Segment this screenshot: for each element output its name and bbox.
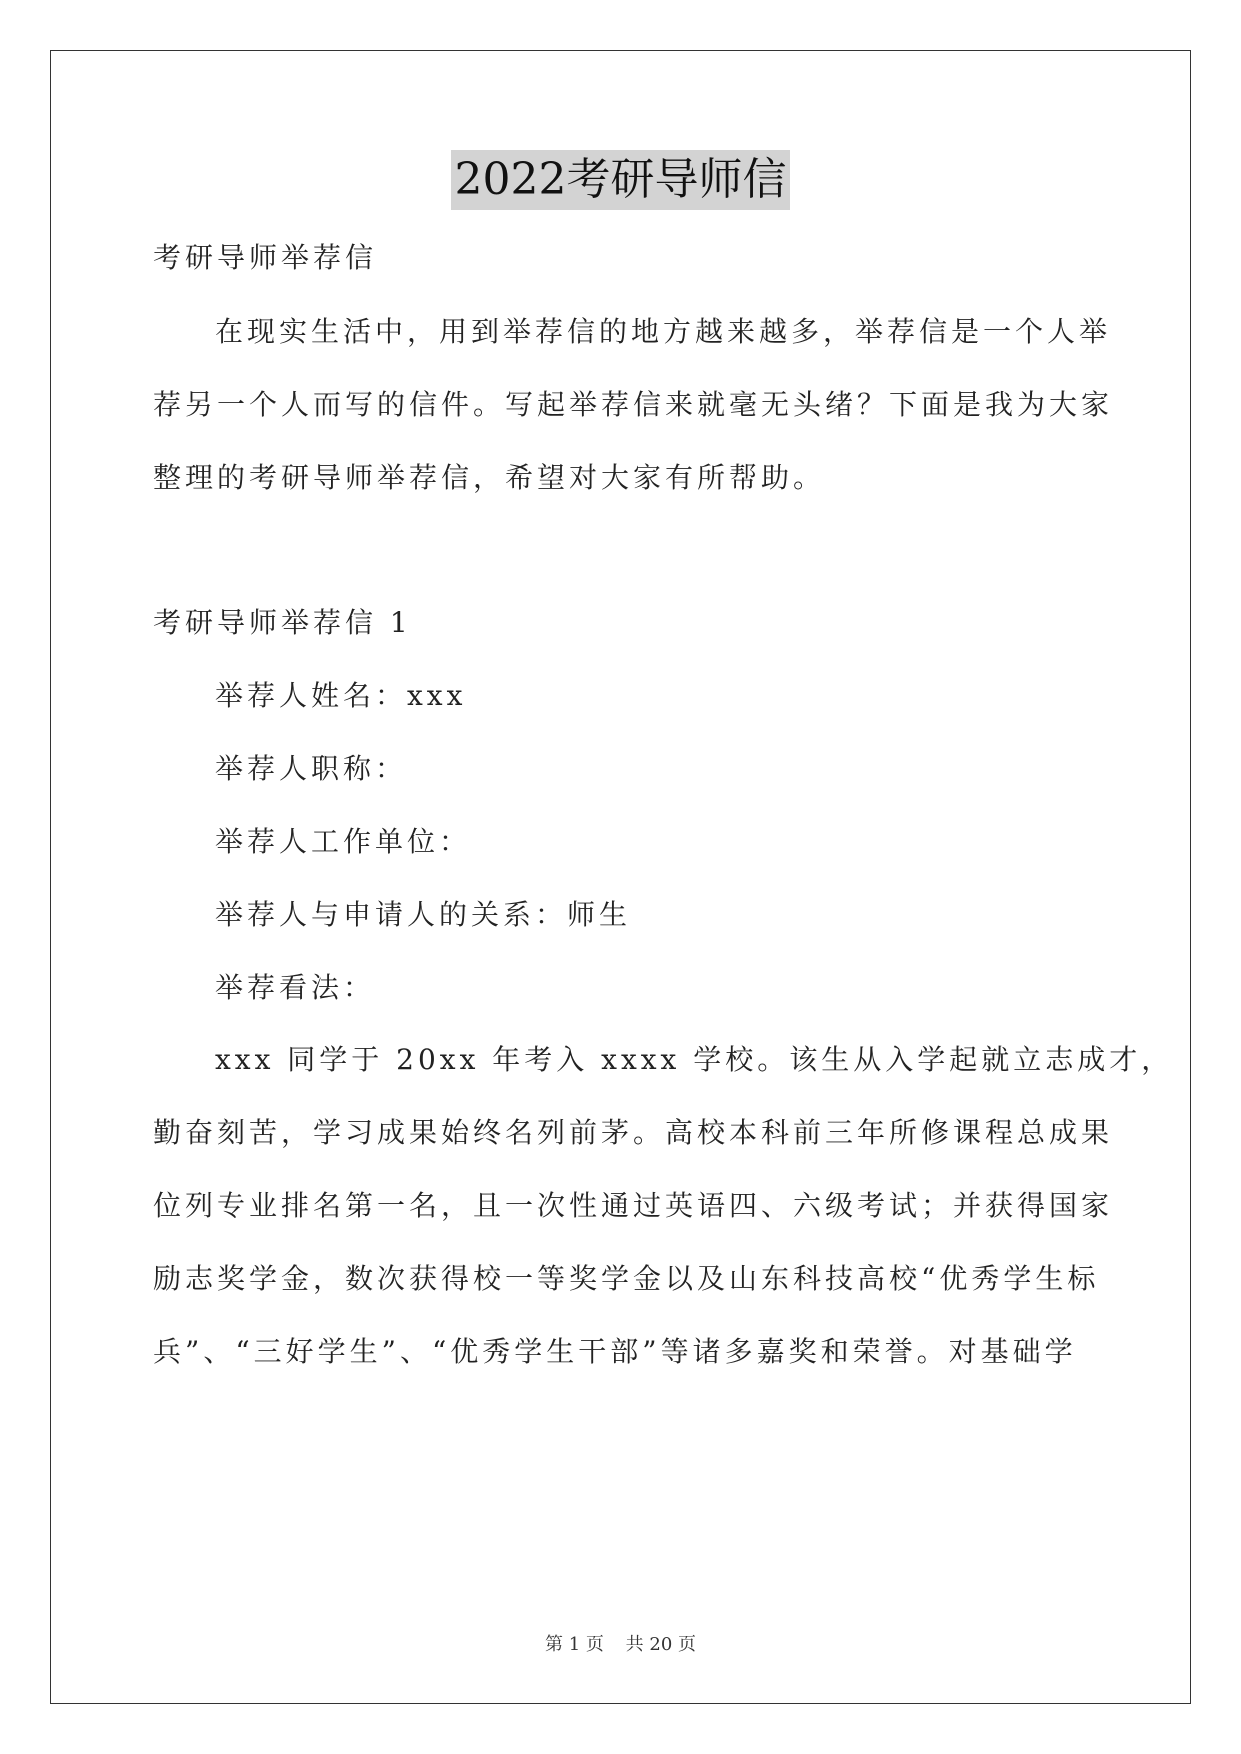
field-recommender-title: 举荐人职称： xyxy=(215,752,408,785)
body-line-1: xxx 同学于 20xx 年考入 xxxx 学校。该生从入学起就立志成才， xyxy=(215,1043,1174,1076)
page-footer xyxy=(0,1633,1241,1657)
body-line-3: 位列专业排名第一名，且一次性通过英语四、六级考试；并获得国家 xyxy=(153,1189,1114,1222)
body-line-2: 勤奋刻苦，学习成果始终名列前茅。高校本科前三年所修课程总成果 xyxy=(153,1116,1114,1149)
intro-line-2: 荐另一个人而写的信件。写起举荐信来就毫无头绪？下面是我为大家 xyxy=(153,388,1114,421)
page-border xyxy=(50,50,1191,1704)
field-opinion: 举荐看法： xyxy=(215,971,376,1004)
body-line-4: 励志奖学金，数次获得校一等奖学金以及山东科技高校“优秀学生标 xyxy=(153,1262,1100,1295)
field-relationship: 举荐人与申请人的关系：师生 xyxy=(215,898,632,931)
body-line-5: 兵”、“三好学生”、“优秀学生干部”等诸多嘉奖和荣誉。对基础学 xyxy=(153,1335,1077,1368)
field-recommender-name: 举荐人姓名：xxx xyxy=(215,679,467,712)
section-title: 考研导师举荐信 1 xyxy=(153,606,412,639)
intro-line-1: 在现实生活中，用到举荐信的地方越来越多，举荐信是一个人举 xyxy=(215,315,1112,348)
title-wrap xyxy=(0,150,1241,210)
subtitle: 考研导师举荐信 xyxy=(153,241,378,274)
page-number: 第 1 页 xyxy=(545,1634,604,1655)
document-title: 2022考研导师信 xyxy=(451,150,791,210)
field-recommender-workplace: 举荐人工作单位： xyxy=(215,825,472,858)
page-total: 共 20 页 xyxy=(625,1634,696,1655)
intro-line-3: 整理的考研导师举荐信，希望对大家有所帮助。 xyxy=(153,461,826,494)
